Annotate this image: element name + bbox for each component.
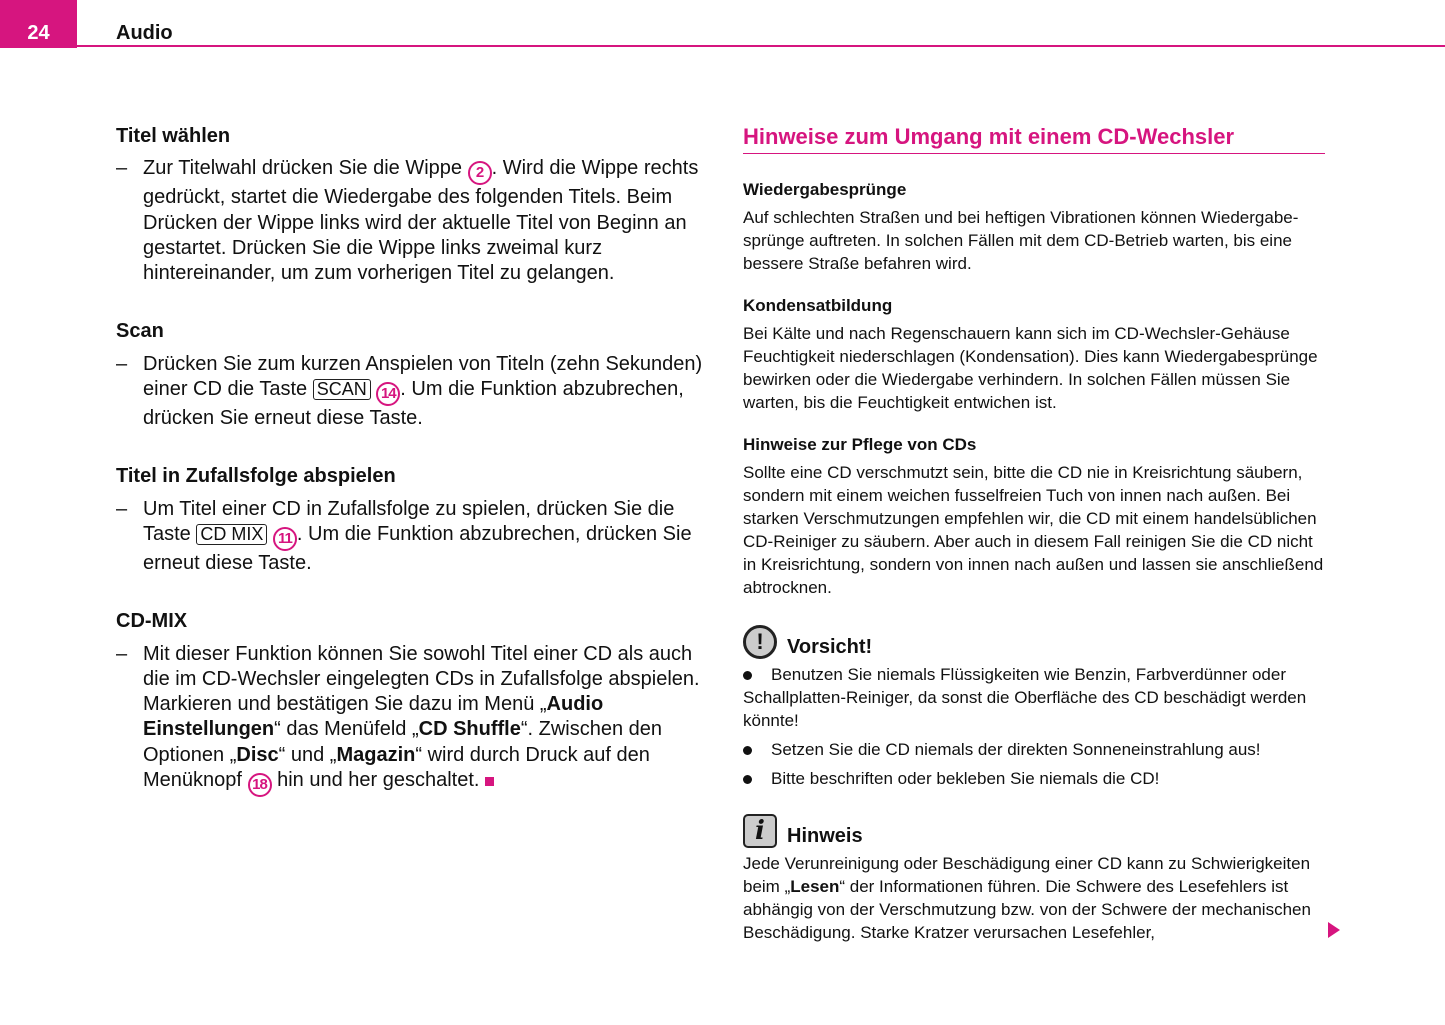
header-rule [77, 45, 1445, 47]
dash-bullet: – [116, 497, 128, 520]
right-column [743, 124, 1325, 944]
note-title: Hinweis [787, 825, 863, 847]
text: . Um die Funktion abzubrechen, drücken Sie erneut diese Taste. [143, 378, 684, 430]
dash-bullet: – [116, 157, 128, 180]
dash-bullet: – [116, 352, 128, 375]
bold-term: CD Shuffle [418, 718, 521, 741]
bold-term: Lesen [790, 877, 840, 896]
text: “ wird durch Druck auf den Menüknopf [143, 743, 650, 792]
chapter-title: Audio [116, 22, 173, 44]
list-item [116, 352, 706, 432]
subsection-heading: Scan [116, 320, 164, 343]
text: hin und her geschaltet. [271, 769, 480, 792]
bold-term: Disc [236, 743, 279, 766]
text: Mit dieser Funktion können Sie sowohl Titel einer CD als auch die im CD-Wechsler eingelegten CDs in Zufallsfolge abspielen. Markieren und bestätigen Sie dazu im Menü „ [143, 642, 700, 716]
text: Um Titel einer CD in Zufallsfolge zu spielen, drücken Sie die Taste [143, 497, 675, 545]
paragraph: Bei Kälte und nach Regenschauern kann sich im CD-Wechsler-Gehäuse Feuchtigkeit niederschlagen (Kondensation). Dies kann Wiedergabesprünge bewirken oder die Wiedergabe verhindern. In solchen Fällen müssen Sie warten, bis die Feuchtigkeit entwichen ist. [743, 324, 1318, 412]
key-label: SCAN [313, 379, 371, 400]
subsection-heading: Wiedergabesprünge [743, 180, 907, 199]
list-item [116, 156, 706, 286]
text: Zur Titelwahl drücken Sie die Wippe [143, 157, 468, 180]
note-text [743, 852, 1325, 944]
text: “. Zwischen den Optionen „ [143, 718, 663, 766]
caution-text: Benutzen Sie niemals Flüssigkeiten wie Benzin, Farbverdünner oder Schallplatten-Reiniger, da sonst die Oberfläche des CD beschädigt werden könnte! [743, 665, 1307, 730]
caution-box [743, 625, 1325, 790]
dash-bullet: – [116, 642, 128, 665]
key-label: CD MIX [196, 524, 267, 545]
bold-term: Audio Einstellungen [143, 693, 604, 741]
subsection-heading: Titel in Zufallsfolge abspielen [116, 465, 396, 488]
callout-number: 11 [273, 527, 297, 551]
paragraph: Auf schlechten Straßen und bei heftigen Vibrationen können Wiedergabesprünge auftreten. In solchen Fällen mit dem CD-Betrieb warten, bis eine bessere Straße befahren wird. [743, 208, 1299, 273]
subsection-heading: Titel wählen [116, 125, 231, 147]
text [267, 523, 273, 545]
caution-item [743, 663, 1325, 732]
left-column [116, 124, 706, 830]
text: “ und „ [278, 743, 337, 766]
bold-term: Magazin [336, 743, 416, 766]
text: . Um die Funktion abzubrechen, drücken Sie erneut diese Taste. [143, 522, 692, 574]
warning-icon: ! [743, 625, 777, 659]
caution-item [743, 767, 1325, 790]
caution-item [743, 738, 1325, 761]
text: “ der Informationen führen. Die Schwere des Lesefehlers ist abhängig von der Verschmutzung bzw. von der Schwere der mechanischen Beschädigung. Starke Kratzer verursachen Lesefehler, [743, 877, 1311, 942]
text: Jede Verunreinigung oder Beschädigung einer CD kann zu Schwierigkeiten beim „ [743, 854, 1311, 896]
list-item [116, 497, 706, 577]
bullet-icon [743, 775, 752, 784]
bullet-icon [743, 746, 752, 755]
end-marker-icon [485, 777, 494, 786]
callout-number: 2 [468, 161, 492, 185]
caution-text: Setzen Sie die CD niemals der direkten Sonneneinstrahlung aus! [771, 740, 1261, 759]
next-page-arrow-icon[interactable] [1328, 922, 1340, 938]
subsection-heading: Kondensatbildung [743, 296, 893, 315]
bullet-icon [743, 671, 752, 680]
page-number: 24 [27, 22, 50, 44]
caution-title: Vorsicht! [787, 636, 873, 658]
info-icon: i [743, 814, 777, 848]
callout-number: 14 [376, 382, 400, 406]
paragraph: Sollte eine CD verschmutzt sein, bitte die CD nie in Kreisrichtung säubern, sondern mit einem weichen fusselfreien Tuch von innen nach außen. Bei starken Verschmutzungen empfehlen wir, die CD mit einem handelsüblichen CD-Reiniger zu säubern. Aber auch in diesem Fall reinigen Sie die CD nicht in Kreisrichtung, sondern von innen nach außen und lassen sie anschließend abtrocknen. [743, 463, 1324, 597]
subsection-heading: Hinweise zur Pflege von CDs [743, 435, 977, 454]
caution-text: Bitte beschriften oder bekleben Sie niemals die CD! [771, 769, 1160, 788]
list-item [116, 642, 706, 797]
callout-number: 18 [248, 773, 272, 797]
subsection-heading: CD-MIX [116, 610, 188, 633]
note-box [743, 814, 1325, 944]
text: . Wird die Wippe rechts gedrückt, startet die Wiedergabe des folgenden Titels. Beim Drücken der Wippe links wird der aktuelle Titel von Beginn an gestartet. Drücken Sie die Wippe links zweimal kurz hintereinander, um zum vorherigen Titel zu gelangen. [143, 157, 699, 285]
text: Drücken Sie zum kurzen Anspielen von Titeln (zehn Sekunden) einer CD die Taste [143, 352, 703, 401]
section-title: Hinweise zum Umgang mit einem CD-Wechsler [743, 124, 1325, 154]
text: “ das Menüfeld „ [274, 718, 419, 741]
